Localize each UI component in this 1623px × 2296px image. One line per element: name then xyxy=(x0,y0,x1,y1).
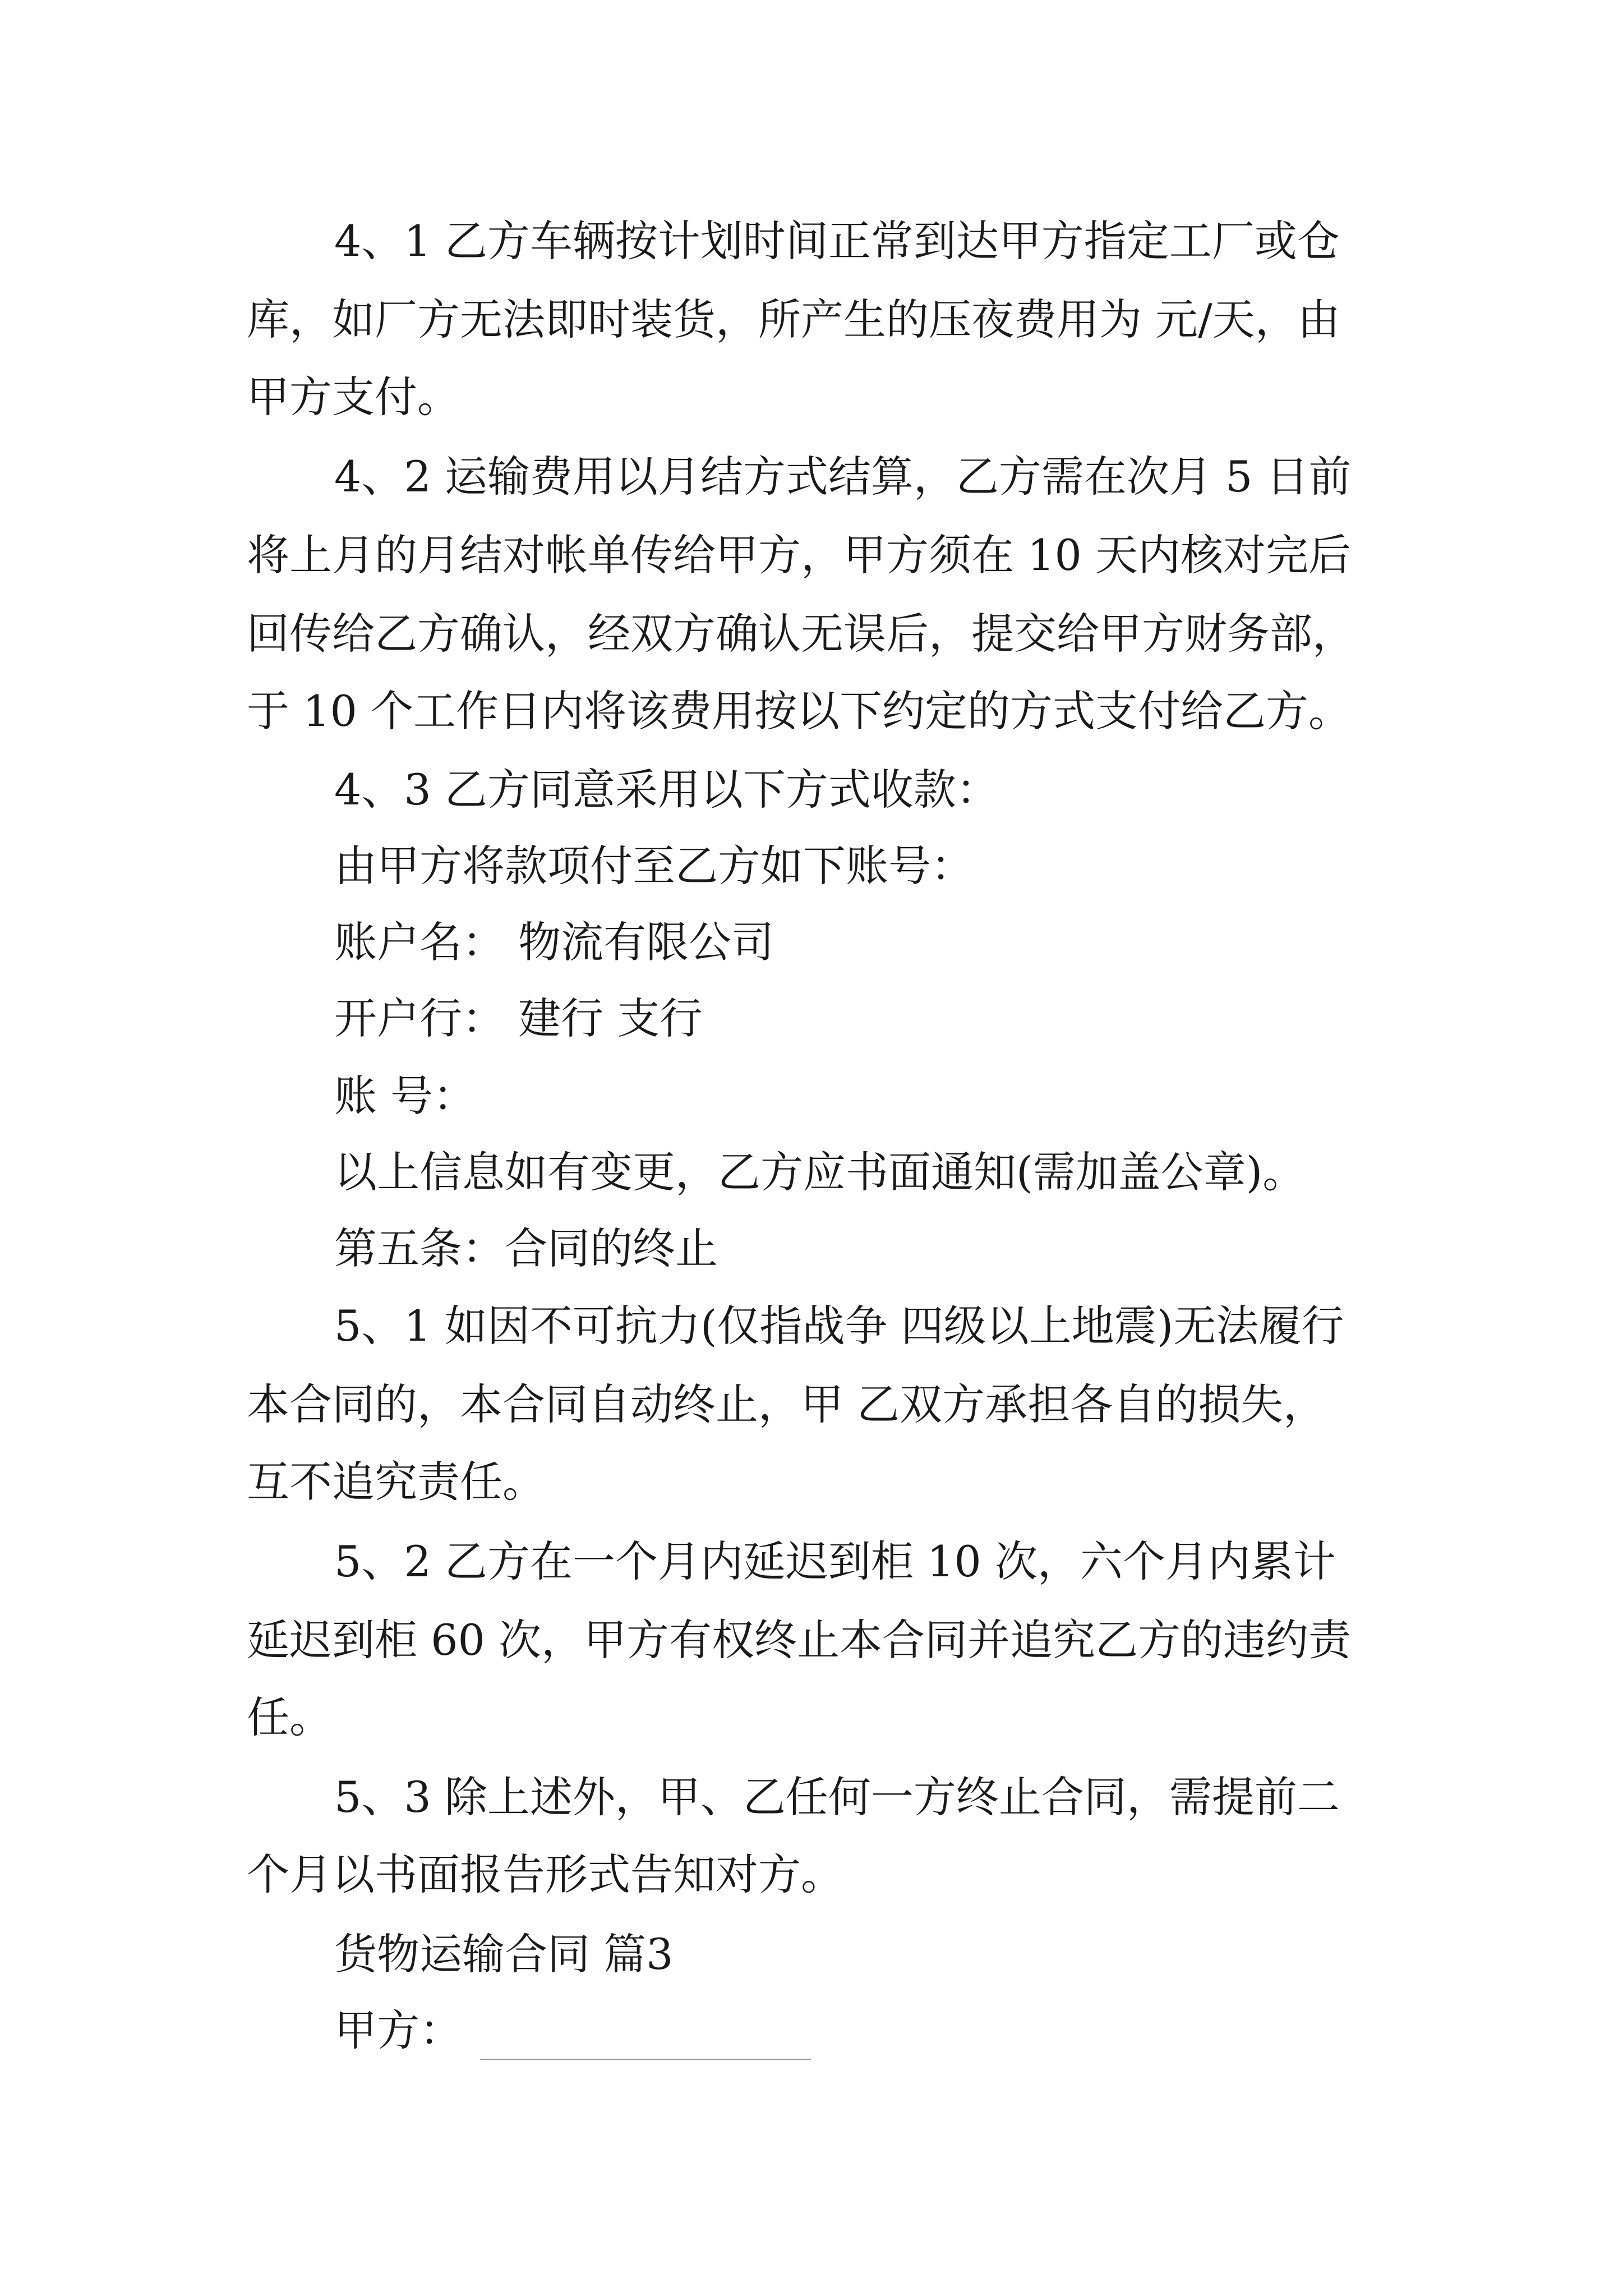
paragraph-5-3-line-2: 个月以书面报告形式告知对方。 xyxy=(247,1849,843,1899)
paragraph-4-2-line-2: 将上月的月结对帐单传给甲方，甲方须在 10 天内核对完后 xyxy=(247,530,1352,580)
paragraph-4-2-line-1: 4、2 运输费用以月结方式结算，乙方需在次月 5 日前 xyxy=(334,452,1352,501)
paragraph-5-2-line-1: 5、2 乙方在一个月内延迟到柜 10 次，六个月内累计 xyxy=(334,1536,1336,1586)
account-name: 账户名： 物流有限公司 xyxy=(334,917,774,967)
paragraph-4-1-line-3: 甲方支付。 xyxy=(247,372,460,422)
party-a-label: 甲方： xyxy=(334,2005,462,2055)
party-a-blank-field xyxy=(480,2003,811,2060)
change-notice: 以上信息如有变更，乙方应书面通知(需加盖公章)。 xyxy=(334,1147,1306,1197)
paragraph-5-1-line-3: 互不追究责任。 xyxy=(247,1457,545,1507)
opening-bank: 开户行： 建行 支行 xyxy=(334,993,703,1043)
paragraph-5-2-line-3: 任。 xyxy=(247,1692,332,1742)
paragraph-4-2-line-3: 回传给乙方确认，经双方确认无误后，提交给甲方财务部， xyxy=(247,609,1355,659)
article-5-heading: 第五条：合同的终止 xyxy=(334,1223,718,1273)
paragraph-4-1-line-1: 4、1 乙方车辆按计划时间正常到达甲方指定工厂或仓 xyxy=(334,216,1340,266)
paragraph-5-1-line-1: 5、1 如因不可抗力(仅指战争 四级以上地震)无法履行 xyxy=(334,1301,1344,1351)
paragraph-5-1-line-2: 本合同的，本合同自动终止，甲 乙双方承担各自的损失， xyxy=(247,1379,1326,1429)
paragraph-4-2-line-4: 于 10 个工作日内将该费用按以下约定的方式支付给乙方。 xyxy=(247,686,1352,736)
party-a-row xyxy=(334,2003,811,2060)
contract-3-heading: 货物运输合同 篇3 xyxy=(334,1929,674,1979)
account-number: 账 号： xyxy=(334,1071,476,1121)
payment-instruction: 由甲方将款项付至乙方如下账号： xyxy=(334,841,974,891)
paragraph-4-1-line-2: 库，如厂方无法即时装货，所产生的压夜费用为 元/天，由 xyxy=(247,295,1340,344)
paragraph-4-3: 4、3 乙方同意采用以下方式收款： xyxy=(334,765,999,815)
paragraph-5-2-line-2: 延迟到柜 60 次，甲方有权终止本合同并追究乙方的违约责 xyxy=(247,1615,1352,1665)
paragraph-5-3-line-1: 5、3 除上述外，甲、乙任何一方终止合同，需提前二 xyxy=(334,1772,1340,1822)
